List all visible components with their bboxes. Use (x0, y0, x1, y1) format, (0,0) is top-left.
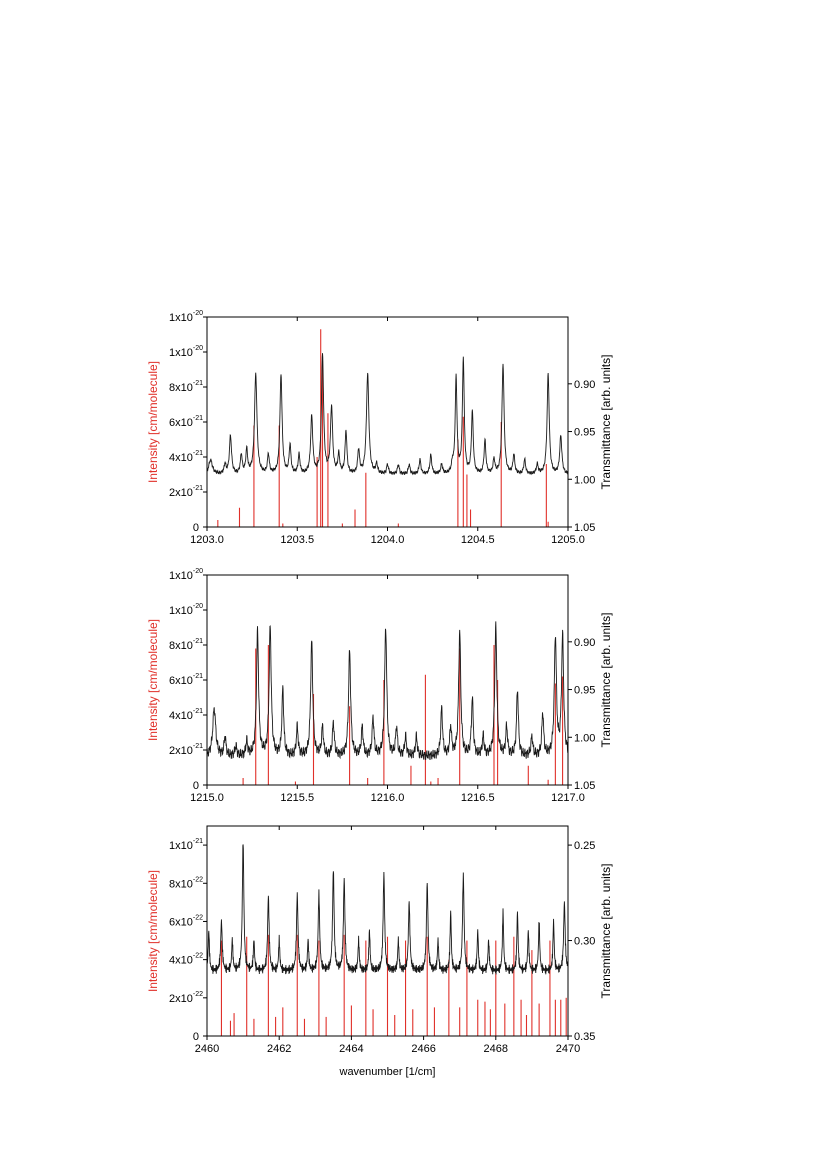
right-tick-label: 0.95 (574, 426, 596, 439)
left-tick-mantissa: 4x10 (169, 452, 193, 464)
left-tick-mantissa: 8x10 (169, 640, 193, 652)
x-tick-label: 2460 (194, 1043, 220, 1055)
left-tick-mantissa: 1x10 (169, 570, 193, 582)
left-tick-exponent: -20 (192, 568, 203, 575)
right-tick-label: 0.90 (574, 378, 596, 391)
left-tick-mantissa: 2x10 (169, 487, 193, 499)
left-tick-mantissa: 6x10 (169, 417, 193, 429)
left-tick-exponent: -21 (192, 450, 203, 457)
left-tick-mantissa: 4x10 (169, 954, 193, 967)
x-tick-label: 2464 (339, 1043, 364, 1055)
left-tick-label (169, 568, 203, 582)
x-axis-label: wavenumber [1/cm] (339, 1066, 436, 1078)
left-tick-exponent: -20 (192, 310, 203, 317)
left-tick-exponent: -21 (192, 708, 203, 715)
x-tick-label: 1205.0 (551, 534, 585, 546)
left-tick-exponent: -21 (192, 743, 203, 750)
left-tick-mantissa: 0 (192, 780, 199, 792)
left-tick-label (169, 708, 203, 722)
left-tick-label (169, 485, 203, 499)
left-tick-mantissa: 2x10 (169, 992, 193, 1005)
intensity-sticks (221, 935, 566, 1036)
left-tick-exponent: -21 (192, 838, 203, 846)
left-tick-label (169, 415, 203, 429)
right-tick-label: 1.05 (574, 780, 596, 792)
left-tick-label (169, 380, 203, 394)
plot-frame (207, 317, 568, 527)
right-tick-label: 0.90 (574, 636, 596, 649)
x-tick-label: 1216.5 (460, 792, 495, 804)
plot-frame (207, 575, 568, 785)
panel-1 (146, 310, 613, 546)
left-tick-mantissa: 1x10 (169, 605, 193, 617)
left-tick-mantissa: 8x10 (169, 878, 193, 891)
left-tick-mantissa: 6x10 (169, 916, 193, 929)
x-tick-label: 1204.0 (370, 534, 405, 546)
intensity-sticks (243, 645, 562, 785)
left-tick-label (169, 953, 203, 967)
x-tick-label: 2462 (266, 1043, 292, 1055)
left-tick-exponent: -21 (192, 485, 203, 492)
right-tick-label: 1.05 (574, 522, 596, 534)
x-tick-label: 2470 (555, 1043, 581, 1055)
y-axis-left-label: Intensity [cm/molecule] (146, 618, 160, 742)
right-tick-label: 1.00 (574, 474, 596, 487)
right-tick-label: 0.25 (574, 840, 596, 853)
x-tick-label: 2466 (411, 1043, 436, 1055)
panel-3 (146, 826, 613, 1055)
y-axis-right-label: Transmittance [arb. units] (599, 354, 613, 490)
y-axis-left-label: Intensity [cm/molecule] (146, 869, 160, 993)
left-tick-exponent: -22 (192, 990, 203, 998)
x-tick-label: 2468 (483, 1043, 509, 1055)
left-tick-label (169, 838, 203, 852)
x-tick-label: 1203.0 (190, 534, 224, 546)
left-tick-label (169, 673, 203, 687)
left-tick-label (169, 743, 203, 757)
left-tick-label (169, 876, 203, 890)
y-axis-right-label: Transmittance [arb. units] (599, 863, 613, 999)
left-tick-mantissa: 6x10 (169, 675, 193, 687)
left-tick-label (169, 450, 203, 464)
x-tick-label: 1215.0 (190, 792, 224, 804)
left-tick-label (169, 638, 203, 652)
x-tick-label: 1215.5 (280, 792, 315, 804)
right-tick-label: 0.95 (574, 684, 596, 697)
transmittance-line (207, 621, 568, 760)
left-tick-label (193, 522, 199, 534)
left-tick-label (169, 310, 203, 324)
left-tick-exponent: -20 (192, 603, 203, 610)
left-tick-label (169, 603, 203, 617)
right-tick-label: 1.00 (574, 732, 596, 745)
left-tick-mantissa: 0 (192, 1031, 199, 1043)
intensity-sticks (218, 329, 548, 527)
panel-2 (146, 568, 613, 804)
left-tick-mantissa: 1x10 (169, 347, 193, 359)
left-tick-label (169, 345, 203, 359)
left-tick-mantissa: 2x10 (169, 745, 193, 757)
left-tick-exponent: -22 (192, 952, 203, 960)
left-tick-mantissa: 1x10 (169, 840, 193, 853)
right-tick-label: 0.30 (574, 935, 596, 948)
left-tick-exponent: -21 (192, 380, 203, 387)
x-tick-label: 1203.5 (280, 534, 315, 546)
left-tick-exponent: -22 (192, 876, 203, 884)
x-tick-label: 1216.0 (370, 792, 405, 804)
left-tick-exponent: -21 (192, 415, 203, 422)
y-axis-left-label: Intensity [cm/molecule] (146, 360, 160, 484)
left-tick-label (169, 991, 203, 1005)
left-tick-mantissa: 0 (192, 522, 199, 534)
y-axis-right-label: Transmittance [arb. units] (599, 612, 613, 748)
left-tick-mantissa: 8x10 (169, 382, 193, 394)
x-tick-label: 1204.5 (460, 534, 495, 546)
left-tick-label (193, 780, 199, 792)
left-tick-label (169, 914, 203, 928)
left-tick-exponent: -20 (192, 345, 203, 352)
left-tick-mantissa: 4x10 (169, 710, 193, 722)
transmittance-line (207, 353, 568, 475)
left-tick-exponent: -22 (192, 914, 203, 922)
left-tick-label (193, 1031, 199, 1043)
x-tick-label: 1217.0 (551, 792, 585, 804)
left-tick-mantissa: 1x10 (169, 312, 193, 324)
right-tick-label: 0.35 (574, 1031, 596, 1043)
left-tick-exponent: -21 (192, 673, 203, 680)
left-tick-exponent: -21 (192, 638, 203, 645)
